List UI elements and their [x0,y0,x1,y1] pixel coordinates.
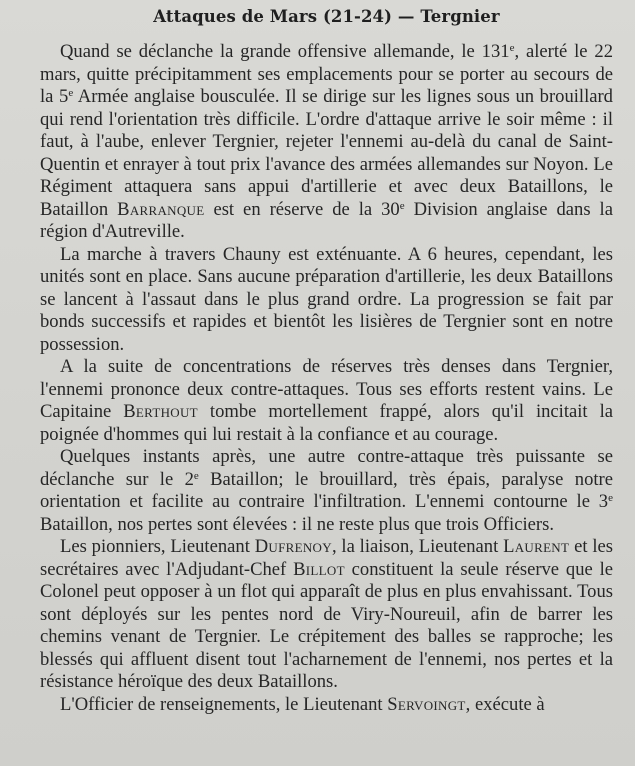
proper-name: Billot [293,558,345,580]
text-run: Division anglaise dans la région d'Autreville. [40,198,613,242]
superscript: e [193,469,199,482]
text-run: A la suite de concentrations de réserves très denses dans Tergnier, l'ennemi prononce deux contre-attaques. Tous ses efforts restent vains. Le Capitaine [40,356,613,422]
superscript: e [509,42,515,54]
text-run: L'Officier de renseignements, le Lieutenant [60,693,388,715]
text-run: , la liaison, Lieutenant [331,536,504,557]
proper-name: Berthout [123,401,198,422]
text-run: , alerté le 22 mars, quitte précipitamment ses emplacements pour se porter au secours de la 5 [40,41,614,107]
superscript: e [399,199,405,212]
text-run: Armée anglaise bousculée. Il se dirige sur les lignes sous un brouillard qui rend l'orientation très difficile. L'ordre d'attaque arrive le soir même : il faut, à l'aube, enlever Tergnier, rejeter l'ennemi au-delà du canal de Saint-Quentin et enrayer à tout prix l'avance des armées allemandes sur Noyon. Le Régiment attaquera sans appui d'artillerie et avec deux Bataillons, le Bataillon [40,86,613,220]
text-run: est en réserve de la 30 [204,198,400,220]
text-run: Bataillon, nos pertes sont élevées : il ne reste plus que trois Officiers. [40,513,554,535]
text-run: tombe mortellement frappé, alors qu'il incitait la poignée d'hommes qui lui restait à la confiance et au courage. [40,401,613,445]
paragraph [40,536,613,694]
text-run: , exécute à [465,693,545,715]
text-run: Les pionniers, Lieutenant [60,536,255,557]
superscript: e [608,492,613,504]
text-run: Quand se déclanche la grande offensive allemande, le 131 [60,41,510,62]
proper-name: Servoingt [387,693,466,715]
paragraph [40,356,613,446]
page-title: Attaques de Mars (21-24) — Tergnier [153,7,500,26]
proper-name: Laurent [503,536,570,557]
text-run: La marche à travers Chauny est exténuante. A 6 heures, cependant, les unités sont en place. Sans aucune préparation d'artillerie, les deux Bataillons se lancent à l'assaut dans le plus grand ordre. La progression se fait par bonds successifs et rapides et bientôt les lisières de Tergnier sont en notre possession. [40,243,613,355]
paragraph [40,694,613,717]
text-run: Quelques instants après, une autre contre-attaque très puissante se déclanche sur le 2 [40,446,613,490]
paragraph [40,244,613,357]
paragraph [40,41,613,244]
text-run: Bataillon; le brouillard, très épais, paralyse notre orientation et facilite au contraire l'infiltration. L'ennemi contourne le 3 [40,468,613,512]
proper-name: Barranque [117,198,205,220]
text-run: constituent la seule réserve que le Colonel peut opposer à un flot qui apparaît de plus en plus envahissant. Tous sont déployés sur les pentes nord de Viry-Noureuil, afin de barrer les chemins venant de Tergnier. Le crépitement des balles se rapproche; les blessés qui affluent disent tout l'acharnement de l'ennemi, nos pertes et la résistance héroïque des deux Bataillons. [40,558,613,692]
paragraph [40,446,613,536]
superscript: e [68,87,74,99]
proper-name: Dufrenoy [254,536,332,557]
body-text [40,41,613,716]
text-run: et les secrétaires avec l'Adjudant-Chef [40,536,613,580]
